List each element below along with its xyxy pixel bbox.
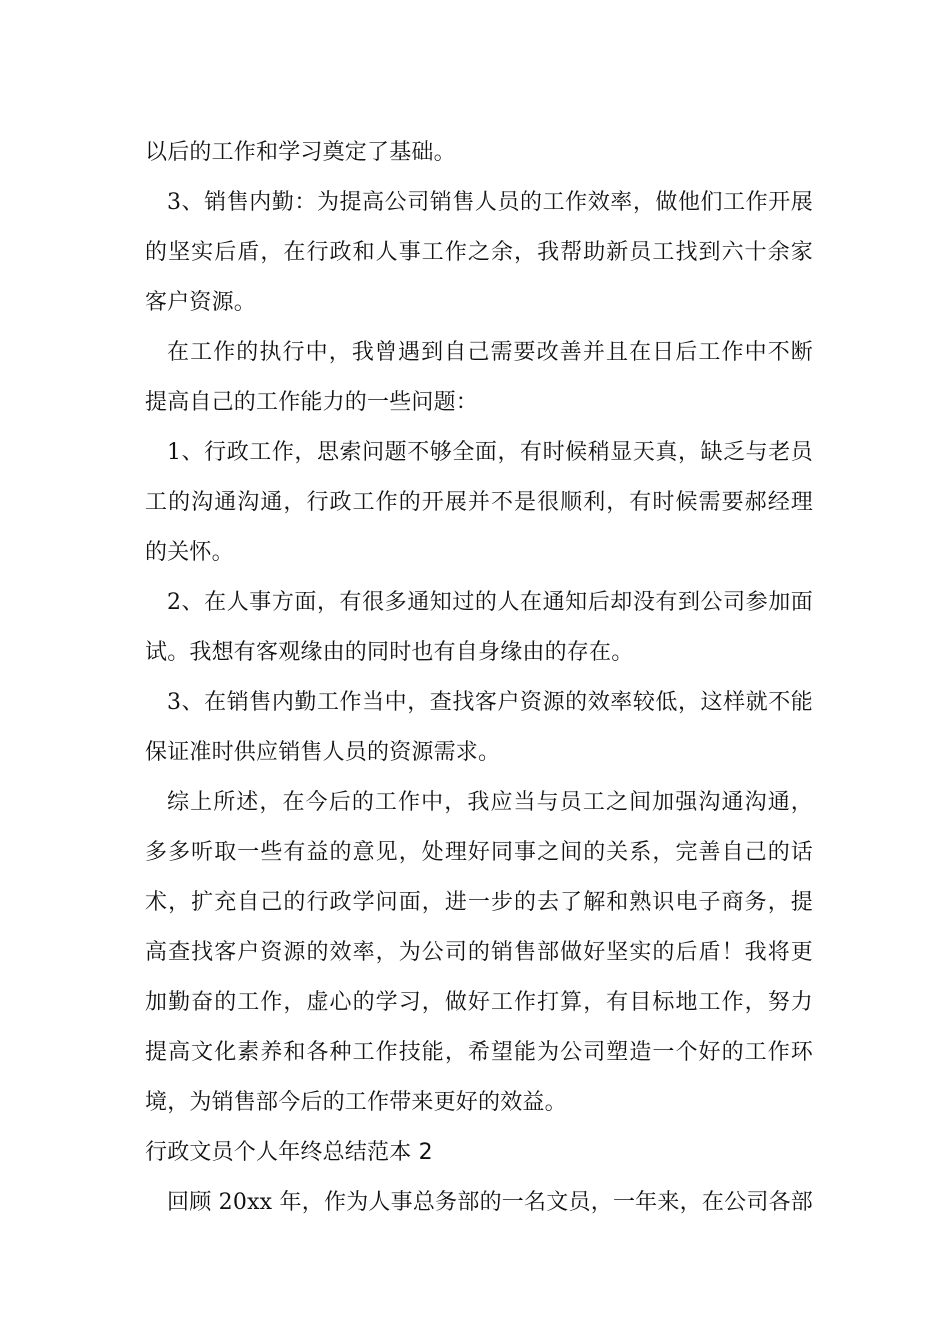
paragraph-line: 以后的工作和学习奠定了基础。 [145,140,456,165]
paragraph-line: 回顾 20xx 年，作为人事总务部的一名文员，一年来，在公司各部 [167,1190,813,1215]
paragraph-line: 保证准时供应销售人员的资源需求。 [145,740,501,765]
paragraph-line: 术，扩充自己的行政学问面，进一步的去了解和熟识电子商务，提 [145,890,813,915]
paragraph-line: 提高自己的工作能力的一些问题： [145,390,479,415]
paragraph-line: 3、在销售内勤工作当中，查找客户资源的效率较低，这样就不能 [167,690,813,715]
paragraph-line: 试。我想有客观缘由的同时也有自身缘由的存在。 [145,640,634,665]
paragraph-line: 境，为销售部今后的工作带来更好的效益。 [145,1090,567,1115]
paragraph-line: 在工作的执行中，我曾遇到自己需要改善并且在日后工作中不断 [167,340,813,365]
paragraph-line: 加勤奋的工作，虚心的学习，做好工作打算，有目标地工作，努力 [145,990,813,1015]
document-body [145,128,813,1228]
paragraph-line: 3、销售内勤：为提高公司销售人员的工作效率，做他们工作开展 [167,190,813,215]
paragraph-line: 2、在人事方面，有很多通知过的人在通知后却没有到公司参加面 [167,590,813,615]
paragraph-line: 提高文化素养和各种工作技能，希望能为公司塑造一个好的工作环 [145,1040,813,1065]
paragraph-line: 多多听取一些有益的意见，处理好同事之间的关系，完善自己的话 [145,840,813,865]
paragraph-line: 综上所述，在今后的工作中，我应当与员工之间加强沟通沟通， [167,790,813,815]
paragraph-line: 工的沟通沟通，行政工作的开展并不是很顺利，有时候需要郝经理 [145,490,813,515]
paragraph-line: 的坚实后盾，在行政和人事工作之余，我帮助新员工找到六十余家 [145,240,813,265]
paragraph-line: 1、行政工作，思索问题不够全面，有时候稍显天真，缺乏与老员 [167,440,813,465]
paragraph-line: 客户资源。 [145,290,257,315]
paragraph-line: 高查找客户资源的效率，为公司的销售部做好坚实的后盾！我将更 [145,940,813,965]
paragraph-line: 的关怀。 [145,540,234,565]
section-heading: 行政文员个人年终总结范本 2 [145,1140,433,1165]
